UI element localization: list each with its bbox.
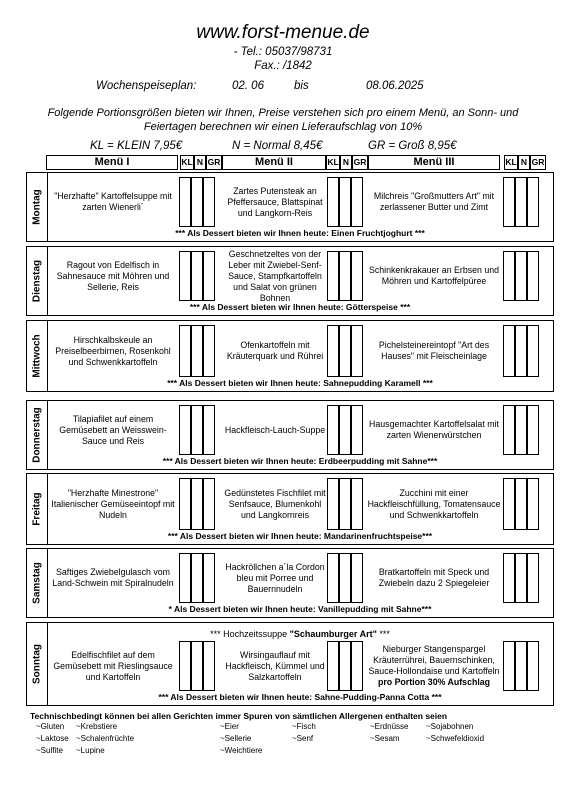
checkbox-m1-gr[interactable] — [203, 405, 215, 455]
dish-m1: Edelfischfilet auf dem Gemüsebett mit Rieslingsauce und Kartoffeln — [53, 649, 173, 682]
checkbox-m2-gr[interactable] — [351, 478, 363, 530]
checkbox-m2-gr[interactable] — [351, 553, 363, 603]
day-block-donnerstag — [26, 400, 554, 470]
checkbox-m1-kl[interactable] — [179, 325, 191, 377]
checkbox-m3-n[interactable] — [515, 251, 527, 301]
col-m1-gr: GR — [206, 155, 222, 170]
allergen-item: ~Sojabohnen — [426, 722, 474, 731]
col-m3-gr: GR — [530, 155, 546, 170]
checkbox-m2-gr[interactable] — [351, 405, 363, 455]
date-to: 08.06.2025 — [366, 80, 424, 92]
checkbox-m2-gr[interactable] — [351, 251, 363, 301]
dessert-line: *** Als Dessert bieten wir Ihnen heute: Sahne-Pudding-Panna Cotta *** — [158, 692, 442, 702]
dessert-line: *** Als Dessert bieten wir Ihnen heute: Mandarinenfruchtspeise*** — [167, 531, 433, 541]
checkbox-m2-n[interactable] — [339, 641, 351, 691]
checkbox-m2-gr[interactable] — [351, 641, 363, 691]
checkbox-m3-n[interactable] — [515, 325, 527, 377]
dish-m1: "Herzhafte" Kartoffelsuppe mit zarten Wienerli´ — [54, 191, 172, 212]
dish-m2: Hackfleisch-Lauch-Suppe — [224, 424, 326, 435]
dish-m1: "Herzhafte Minestrone" Italienischer Gemüseeintopf mit Nudeln — [51, 487, 175, 520]
checkbox-m2-gr[interactable] — [351, 177, 363, 227]
checkbox-m2-kl[interactable] — [327, 553, 339, 603]
special-soup: *** Hochzeitssuppe "Schaumburger Art" *** — [210, 629, 390, 639]
allergen-item: ~Gluten — [36, 722, 65, 731]
allergen-item: ~Erdnüsse — [370, 722, 409, 731]
checkbox-m3-gr[interactable] — [527, 251, 539, 301]
allergen-item: ~Senf — [292, 734, 314, 743]
checkbox-m3-kl[interactable] — [503, 325, 515, 377]
dish-m3: Pichelsteinereintopf "Art des Hauses" mit Fleischeinlage — [378, 340, 490, 361]
day-name: Sonntag — [27, 623, 48, 705]
day-name: Freitag — [27, 474, 48, 544]
col-menu-1: Menü I — [46, 155, 178, 170]
dish-m3: Milchreis "Großmutters Art" mit zerlassener Butter und Zimt — [373, 191, 495, 212]
allergen-item: ~Fisch — [292, 722, 316, 731]
checkbox-m3-kl[interactable] — [503, 478, 515, 530]
checkbox-m1-kl[interactable] — [179, 177, 191, 227]
allergen-item: ~Sesam — [370, 734, 400, 743]
dessert-line: *** Als Dessert bieten wir Ihnen heute: Götterspeise *** — [189, 302, 411, 312]
dish-m1: Hirschkalbskeule an Preiselbeerbirnen, Rosenkohl und Schwenkkartoffeln — [55, 334, 171, 367]
allergen-item: ~Weichtiere — [220, 746, 263, 755]
plan-label: Wochenspeiseplan: — [96, 80, 197, 92]
dish-m2: Wirsingauflauf mit Hackfleisch, Kümmel und Salzkartoffeln — [225, 649, 325, 682]
checkbox-m3-kl[interactable] — [503, 405, 515, 455]
checkbox-m1-gr[interactable] — [203, 177, 215, 227]
dish-m3: Schinkenkrakauer an Erbsen und Möhren und Kartoffelpüree — [368, 265, 500, 286]
price-gross: GR = Groß 8,95€ — [368, 140, 457, 152]
dish-m2: Hackröllchen a´la Cordon bleu mit Porree und Bauernnudeln — [225, 561, 325, 594]
checkbox-m3-kl[interactable] — [503, 641, 515, 691]
checkbox-m1-kl[interactable] — [179, 405, 191, 455]
checkbox-m1-kl[interactable] — [179, 553, 191, 603]
website-title: www.forst-menue.de — [196, 22, 370, 43]
day-block-mittwoch — [26, 320, 554, 392]
checkbox-m3-n[interactable] — [515, 478, 527, 530]
checkbox-m2-kl[interactable] — [327, 641, 339, 691]
allergen-item: ~Laktose — [36, 734, 69, 743]
allergen-item: ~Sellerie — [220, 734, 252, 743]
day-name: Mittwoch — [27, 321, 48, 391]
dish-m1: Ragout von Edelfisch in Sahnesauce mit Möhren und Sellerie, Reis — [56, 259, 170, 292]
day-name: Samstag — [27, 549, 48, 617]
intro-text: Folgende Portionsgrößen bieten wir Ihnen, Preise verstehen sich pro einem Menü, an Sonn- und Feiertagen berechnen wir einen Lieferaufschlag von 10% — [47, 107, 519, 133]
allergen-item: ~Eier — [220, 722, 239, 731]
checkbox-m1-gr[interactable] — [203, 641, 215, 691]
day-block-sonntag — [26, 622, 554, 706]
checkbox-m1-n[interactable] — [191, 325, 203, 377]
checkbox-m1-n[interactable] — [191, 641, 203, 691]
dessert-line: *** Als Dessert bieten wir Ihnen heute: Einen Fruchtjoghurt *** — [175, 228, 425, 238]
checkbox-m3-n[interactable] — [515, 641, 527, 691]
checkbox-m1-gr[interactable] — [203, 251, 215, 301]
checkbox-m2-kl[interactable] — [327, 177, 339, 227]
date-from: 02. 06 — [232, 80, 264, 92]
checkbox-m3-n[interactable] — [515, 177, 527, 227]
checkbox-m3-kl[interactable] — [503, 553, 515, 603]
checkbox-m2-n[interactable] — [339, 325, 351, 377]
dish-m3: Zucchini mit einer Hackfleischfüllung, Tomatensauce und Schwenkkartoffeln — [367, 487, 501, 520]
checkbox-m3-n[interactable] — [515, 405, 527, 455]
dish-m3: Bratkartoffeln mit Speck und Zwiebeln dazu 2 Spiegeleier — [378, 567, 490, 588]
col-m1-kl: KL — [180, 155, 194, 170]
checkbox-m3-n[interactable] — [515, 553, 527, 603]
dish-m2: Ofenkartoffeln mit Kräuterquark und Rührei — [226, 340, 324, 361]
col-menu-3: Menü III — [368, 155, 500, 170]
checkbox-m1-n[interactable] — [191, 251, 203, 301]
phone-number: - Tel.: 05037/98731 — [233, 46, 333, 58]
allergen-item: ~Schwefeldioxid — [426, 734, 485, 743]
day-name: Donnerstag — [27, 401, 48, 469]
col-m2-kl: KL — [326, 155, 340, 170]
day-block-freitag — [26, 473, 554, 545]
price-normal: N = Normal 8,45€ — [232, 140, 323, 152]
checkbox-m3-gr[interactable] — [527, 405, 539, 455]
dish-m3: Hausgemachter Kartoffelsalat mit zarten Wienerwürstchen — [369, 419, 499, 440]
dish-m2: Geschnetzeltes von der Leber mit Zwiebel-Senf-Sauce, Stampfkartoffeln und Salat von grünen Bohnen — [228, 248, 322, 303]
checkbox-m1-n[interactable] — [191, 478, 203, 530]
dish-m1: Saftiges Zwiebelgulasch vom Land-Schwein mit Spiralnudeln — [52, 567, 174, 588]
allergen-item: ~Lupine — [76, 746, 105, 755]
col-m1-n: N — [194, 155, 206, 170]
allergen-item: ~Schalenfrüchte — [76, 734, 135, 743]
fax-number: Fax.: /1842 — [254, 60, 312, 72]
checkbox-m3-gr[interactable] — [527, 641, 539, 691]
checkbox-m1-gr[interactable] — [203, 478, 215, 530]
date-separator: bis — [294, 80, 309, 92]
day-name: Montag — [27, 173, 48, 241]
dish-m1: Tilapiafilet auf einem Gemüsebett an Weisswein-Sauce und Reis — [59, 413, 167, 446]
allergen-item: ~Sulfite — [36, 746, 63, 755]
dish-m2: Gedünstetes Fischfilet mit Senfsauce, Blumenkohl und Langkornreis — [224, 487, 326, 520]
checkbox-m1-kl[interactable] — [179, 641, 191, 691]
col-m3-kl: KL — [504, 155, 518, 170]
checkbox-m3-gr[interactable] — [527, 478, 539, 530]
price-klein: KL = KLEIN 7,95€ — [90, 140, 183, 152]
checkbox-m2-gr[interactable] — [351, 325, 363, 377]
checkbox-m2-n[interactable] — [339, 553, 351, 603]
col-m3-n: N — [518, 155, 530, 170]
checkbox-m2-n[interactable] — [339, 251, 351, 301]
checkbox-m1-n[interactable] — [191, 177, 203, 227]
checkbox-m3-kl[interactable] — [503, 177, 515, 227]
checkbox-m2-n[interactable] — [339, 478, 351, 530]
col-m2-gr: GR — [352, 155, 368, 170]
checkbox-m1-gr[interactable] — [203, 553, 215, 603]
allergen-notice: Technischbedingt können bei allen Gerichten immer Spuren von sämtlichen Allergenen enthalten seien — [30, 711, 448, 721]
day-block-dienstag — [26, 246, 554, 316]
checkbox-m1-kl[interactable] — [179, 478, 191, 530]
day-block-samstag — [26, 548, 554, 618]
checkbox-m1-gr[interactable] — [203, 325, 215, 377]
checkbox-m2-n[interactable] — [339, 177, 351, 227]
day-name: Dienstag — [27, 247, 48, 315]
dish-m2: Zartes Putensteak an Pfeffersauce, Blattspinat und Langkorn-Reis — [227, 185, 323, 218]
checkbox-m2-kl[interactable] — [327, 478, 339, 530]
checkbox-m3-kl[interactable] — [503, 251, 515, 301]
checkbox-m1-n[interactable] — [191, 553, 203, 603]
dessert-line: *** Als Dessert bieten wir Ihnen heute: Erdbeerpudding mit Sahne*** — [162, 456, 438, 466]
checkbox-m3-gr[interactable] — [527, 553, 539, 603]
checkbox-m2-kl[interactable] — [327, 251, 339, 301]
checkbox-m3-gr[interactable] — [527, 325, 539, 377]
checkbox-m1-n[interactable] — [191, 405, 203, 455]
checkbox-m2-kl[interactable] — [327, 405, 339, 455]
dish-m3: Nieburger Stangenspargel Kräuterrührei, Bauernschinken, Sauce-Hollondaise und Kartoffeln pro Portion 30% Aufschlag — [368, 644, 500, 687]
checkbox-m3-gr[interactable] — [527, 177, 539, 227]
col-m2-n: N — [340, 155, 352, 170]
day-block-montag — [26, 172, 554, 242]
dessert-line: *** Als Dessert bieten wir Ihnen heute: Sahnepudding Karamell *** — [167, 378, 433, 388]
checkbox-m1-kl[interactable] — [179, 251, 191, 301]
dessert-line: * Als Dessert bieten wir Ihnen heute: Vanillepudding mit Sahne*** — [168, 604, 432, 614]
checkbox-m2-kl[interactable] — [327, 325, 339, 377]
checkbox-m2-n[interactable] — [339, 405, 351, 455]
col-menu-2: Menü II — [222, 155, 326, 170]
allergen-item: ~Krebstiere — [76, 722, 118, 731]
